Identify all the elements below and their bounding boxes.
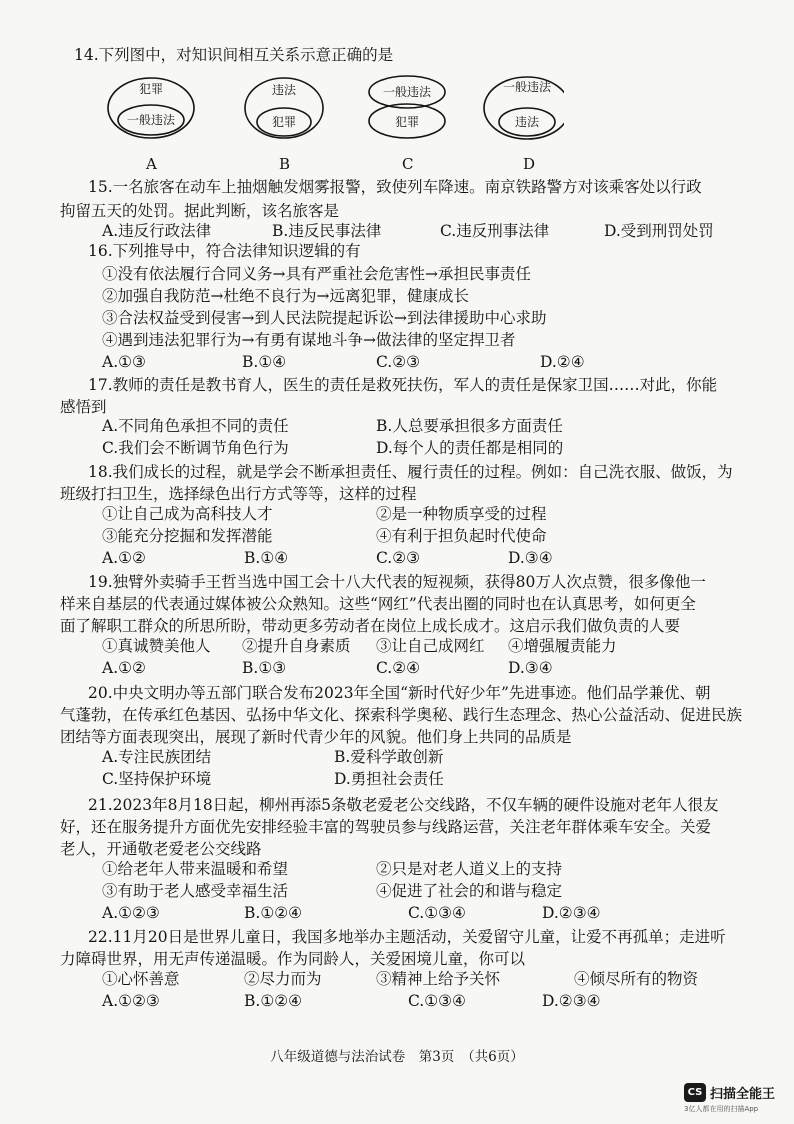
- scanner-app-name: 扫描全能王: [710, 1087, 776, 1102]
- scanner-tagline: 3亿人都在用的扫描App: [684, 1105, 759, 1113]
- diagram-a-letter: A: [146, 155, 157, 173]
- diagram-a-inner: 一般违法: [126, 113, 176, 127]
- q21-line1: 21.2023年8月18日起，柳州再添5条敬老爱老公交线路，不仅车辆的硬件设施对老年人很友: [88, 796, 719, 814]
- q22-option-b: B.①②④: [244, 992, 303, 1010]
- q21-option-a: A.①②③: [102, 904, 160, 922]
- q19-line2: 样来自基层的代表通过媒体被公众熟知。这些“网红”代表出圈的同时也在认真思考，如何更全: [60, 595, 696, 613]
- q19-option-b: B.①③: [242, 659, 287, 677]
- q15-option-d: D.受到刑罚处罚: [604, 222, 714, 240]
- q22-option-d: D.②③④: [542, 992, 601, 1010]
- diagram-d-letter: D: [523, 155, 536, 173]
- q15-line2: 拘留五天的处罚。据此判断，该名旅客是: [60, 202, 340, 220]
- q14-diagrams: [104, 74, 564, 174]
- q21-option-c: C.①③④: [408, 904, 466, 922]
- q21-item-4: ④促进了社会的和谐与稳定: [376, 882, 563, 900]
- diagram-d-inner: 违法: [514, 115, 540, 129]
- q21-item-3: ③有助于老人感受幸福生活: [102, 882, 289, 900]
- q22-option-a: A.①②③: [102, 992, 160, 1010]
- q16-option-b: B.①④: [242, 353, 287, 371]
- diagram-a-outer: 犯罪: [138, 82, 164, 96]
- q20-line3: 团结等方面表现突出，展现了新时代青少年的风貌。他们身上共同的品质是: [60, 728, 572, 746]
- diagram-a: [108, 78, 194, 138]
- q19-option-d: D.③④: [508, 659, 553, 677]
- q19-item-3: ③让自己成网红: [376, 637, 485, 655]
- q20-option-b: B.爱科学敢创新: [334, 748, 444, 766]
- q18-option-b: B.①④: [244, 549, 289, 567]
- q22-item-1: ①心怀善意: [102, 970, 180, 988]
- q21-item-2: ②只是对老人道义上的支持: [376, 860, 563, 878]
- q19-line1: 19.独臂外卖骑手王哲当选中国工会十八大代表的短视频，获得80万人次点赞，很多像他一: [88, 573, 706, 591]
- q16-option-c: C.②③: [376, 353, 421, 371]
- q18-line2: 班级打扫卫生，选择绿色出行方式等等，这样的过程: [60, 485, 417, 503]
- q22-item-2: ②尽力而为: [244, 970, 322, 988]
- diagram-d-outer: 一般违法: [502, 80, 552, 94]
- diagram-c-letter: C: [402, 155, 414, 173]
- page-footer: 八年级道德与法治试卷 第3页 （共6页）: [270, 1049, 524, 1065]
- q14-stem: 14.下列图中，对知识间相互关系示意正确的是: [74, 46, 394, 64]
- q16-item-1: ①没有依法履行合同义务→具有严重社会危害性→承担民事责任: [102, 265, 531, 283]
- q19-line3: 面了解职工群众的所思所盼，带动更多劳动者在岗位上成长成才。这启示我们做负责的人要: [60, 617, 681, 635]
- q16-option-a: A.①③: [102, 353, 146, 371]
- q19-option-a: A.①②: [102, 659, 146, 677]
- q18-item-4: ④有利于担负起时代使命: [376, 527, 547, 545]
- q16-stem: 16.下列推导中，符合法律知识逻辑的有: [88, 242, 361, 260]
- q17-line1: 17.教师的责任是教书育人，医生的责任是救死扶伤，军人的责任是保家卫国……对此，你能: [88, 376, 718, 394]
- q20-line2: 气蓬勃，在传承红色基因、弘扬中华文化、探索科学奥秘、践行生态理念、热心公益活动、促进民族: [60, 706, 743, 724]
- q18-item-2: ②是一种物质享受的过程: [376, 505, 547, 523]
- q21-line3: 老人，开通敬老爱老公交线路: [60, 840, 262, 858]
- q21-line2: 好，还在服务提升方面优先安排经验丰富的驾驶员参与线路运营，关注老年群体乘车安全。关爱: [60, 818, 712, 836]
- q18-item-1: ①让自己成为高科技人才: [102, 505, 273, 523]
- q15-line1: 15.一名旅客在动车上抽烟触发烟雾报警，致使列车降速。南京铁路警方对该乘客处以行政: [88, 178, 702, 196]
- q18-line1: 18.我们成长的过程，就是学会不断承担责任、履行责任的过程。例如：自己洗衣服、做饭，为: [88, 463, 733, 481]
- q15-option-a: A.违反行政法律: [102, 222, 212, 240]
- q21-option-b: B.①②④: [244, 904, 303, 922]
- q20-line1: 20.中央文明办等五部门联合发布2023年全国“新时代好少年”先进事迹。他们品学兼优、朝: [88, 684, 711, 702]
- diagram-b-outer: 违法: [271, 83, 297, 97]
- q18-option-c: C.②③: [376, 549, 421, 567]
- diagram-b-letter: B: [279, 155, 291, 173]
- diagram-d: [484, 77, 564, 139]
- q17-option-d: D.每个人的责任都是相同的: [376, 439, 564, 457]
- q17-option-b: B.人总要承担很多方面责任: [376, 417, 563, 435]
- q17-line2: 感悟到: [60, 398, 107, 416]
- q20-option-c: C.坚持保护环境: [102, 770, 212, 788]
- scanner-logo-icon: CS: [684, 1083, 706, 1102]
- q21-option-d: D.②③④: [542, 904, 601, 922]
- diagram-c-top: 一般违法: [382, 85, 432, 99]
- q16-item-4: ④遇到违法犯罪行为→有勇有谋地斗争→做法律的坚定捍卫者: [102, 331, 516, 349]
- q19-option-c: C.②④: [376, 659, 421, 677]
- diagram-c-bottom: 犯罪: [394, 115, 420, 129]
- q22-option-c: C.①③④: [408, 992, 466, 1010]
- q19-item-1: ①真诚赞美他人: [102, 637, 211, 655]
- q22-line1: 22.11月20日是世界儿童日，我国多地举办主题活动，关爱留守儿童，让爱不再孤单；走进听: [88, 928, 726, 946]
- q19-item-2: ②提升自身素质: [242, 637, 351, 655]
- scanner-watermark: [684, 1082, 788, 1116]
- q18-option-a: A.①②: [102, 549, 146, 567]
- q15-option-c: C.违反刑事法律: [440, 222, 550, 240]
- q20-option-a: A.专注民族团结: [102, 748, 212, 766]
- q22-item-3: ③精神上给予关怀: [376, 970, 501, 988]
- q21-item-1: ①给老年人带来温暖和希望: [102, 860, 289, 878]
- diagram-b: [245, 78, 323, 138]
- q17-option-a: A.不同角色承担不同的责任: [102, 417, 289, 435]
- q22-item-4: ④倾尽所有的物资: [574, 970, 699, 988]
- diagram-b-inner: 犯罪: [271, 115, 297, 129]
- q18-option-d: D.③④: [508, 549, 553, 567]
- q15-option-b: B.违反民事法律: [272, 222, 382, 240]
- q17-option-c: C.我们会不断调节角色行为: [102, 439, 289, 457]
- q16-item-2: ②加强自我防范→杜绝不良行为→远离犯罪，健康成长: [102, 287, 469, 305]
- q18-item-3: ③能充分挖掘和发挥潜能: [102, 527, 273, 545]
- q16-option-d: D.②④: [540, 353, 585, 371]
- diagram-c: [369, 76, 445, 138]
- q16-item-3: ③合法权益受到侵害→到人民法院提起诉讼→到法律援助中心求助: [102, 309, 547, 327]
- q14-venn-svg: [104, 74, 564, 174]
- q20-option-d: D.勇担社会责任: [334, 770, 444, 788]
- q22-line2: 力障碍世界，用无声传递温暖。作为同龄人，关爱困境儿童，你可以: [60, 950, 526, 968]
- q19-item-4: ④增强履责能力: [508, 637, 617, 655]
